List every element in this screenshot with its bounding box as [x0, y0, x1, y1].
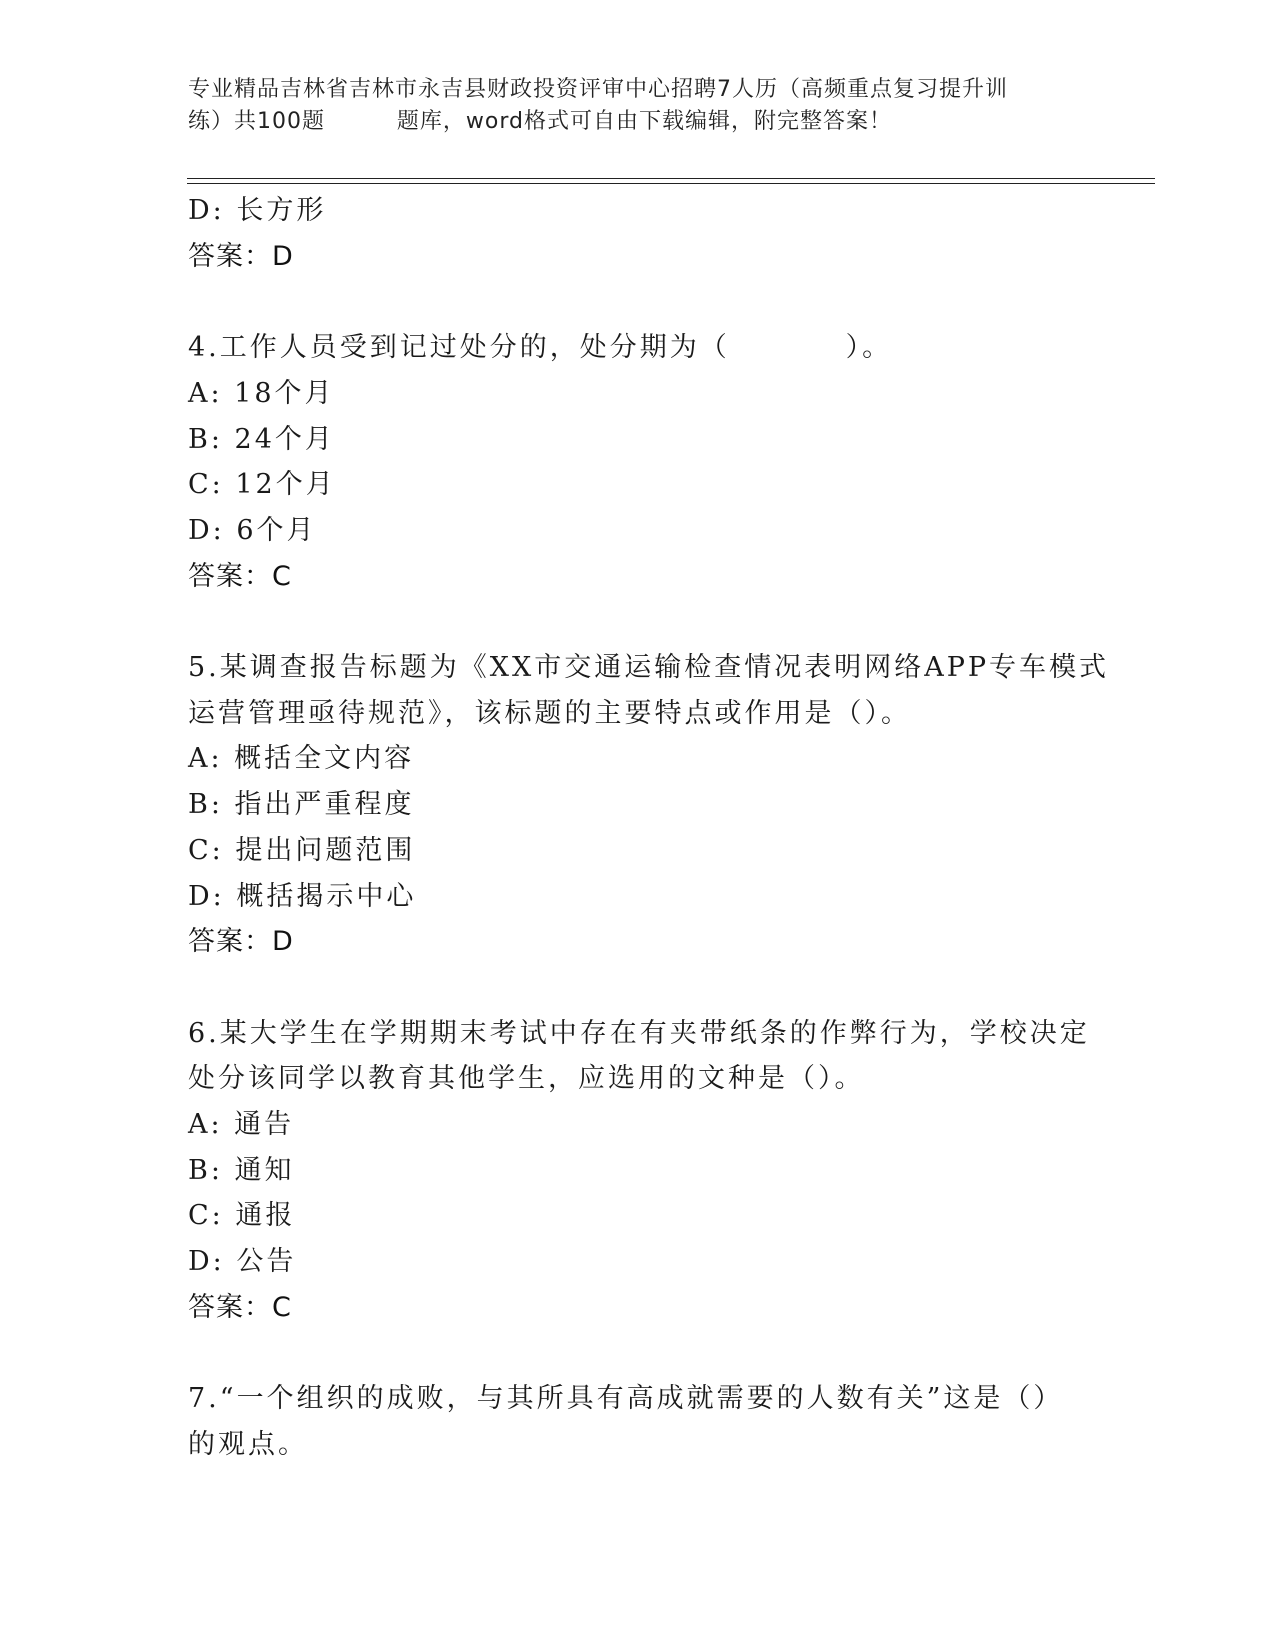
spacer — [188, 599, 1088, 645]
answer-line: 答案：D — [188, 926, 294, 958]
header-divider-bottom — [187, 183, 1155, 184]
question-text: 7.“一个组织的成败，与其所具有高成就需要的人数有关”这是（） — [188, 1383, 1064, 1415]
option-a: A: 18个月 — [188, 377, 335, 409]
option-d: D: 长方形 — [188, 195, 327, 226]
option-b: B: 通知 — [188, 1154, 295, 1186]
option-d: D: 公告 — [188, 1246, 297, 1278]
option-a: A: 通告 — [188, 1109, 295, 1141]
question-block — [188, 645, 1110, 965]
header-title-line-2: 练）共100题 题库，word格式可自由下载编辑，附完整答案！ — [188, 109, 893, 134]
page-header — [188, 74, 1088, 138]
spacer — [188, 1331, 1088, 1377]
spacer — [188, 965, 1088, 1011]
question-text-continued: 运营管理亟待规范》，该标题的主要特点或作用是（）。 — [188, 697, 911, 729]
question-block — [188, 325, 1088, 599]
header-title-line-1: 专业精品吉林省吉林市永吉县财政投资评审中心招聘7人历（高频重点复习提升训 — [188, 77, 1008, 102]
answer-line: 答案：C — [188, 1291, 292, 1323]
option-a: A: 概括全文内容 — [188, 743, 415, 775]
option-b: B: 24个月 — [188, 423, 335, 455]
option-d: D: 概括揭示中心 — [188, 880, 417, 912]
question-text: 4.工作人员受到记过处分的，处分期为（ ）。 — [188, 332, 893, 364]
header-divider-top — [187, 178, 1155, 179]
option-d: D: 6个月 — [188, 514, 317, 546]
question-text: 5.某调查报告标题为《XX市交通运输检查情况表明网络APP专车模式 — [188, 652, 1110, 683]
question-text-continued: 处分该同学以教育其他学生，应选用的文种是（）。 — [188, 1063, 865, 1095]
spacer — [188, 279, 1088, 325]
option-b: B: 指出严重程度 — [188, 789, 415, 821]
question-block — [188, 1011, 1088, 1331]
option-c: C: 提出问题范围 — [188, 834, 416, 866]
answer-line: 答案：C — [188, 560, 292, 592]
question-text: 6.某大学生在学期期末考试中存在有夹带纸条的作弊行为，学校决定 — [188, 1017, 1090, 1049]
option-c: C: 12个月 — [188, 469, 336, 501]
question-content — [188, 188, 1110, 1468]
answer-line: 答案：D — [188, 240, 294, 272]
question-text-continued: 的观点。 — [188, 1428, 308, 1460]
question-block — [188, 1376, 1088, 1467]
option-c: C: 通报 — [188, 1200, 296, 1232]
